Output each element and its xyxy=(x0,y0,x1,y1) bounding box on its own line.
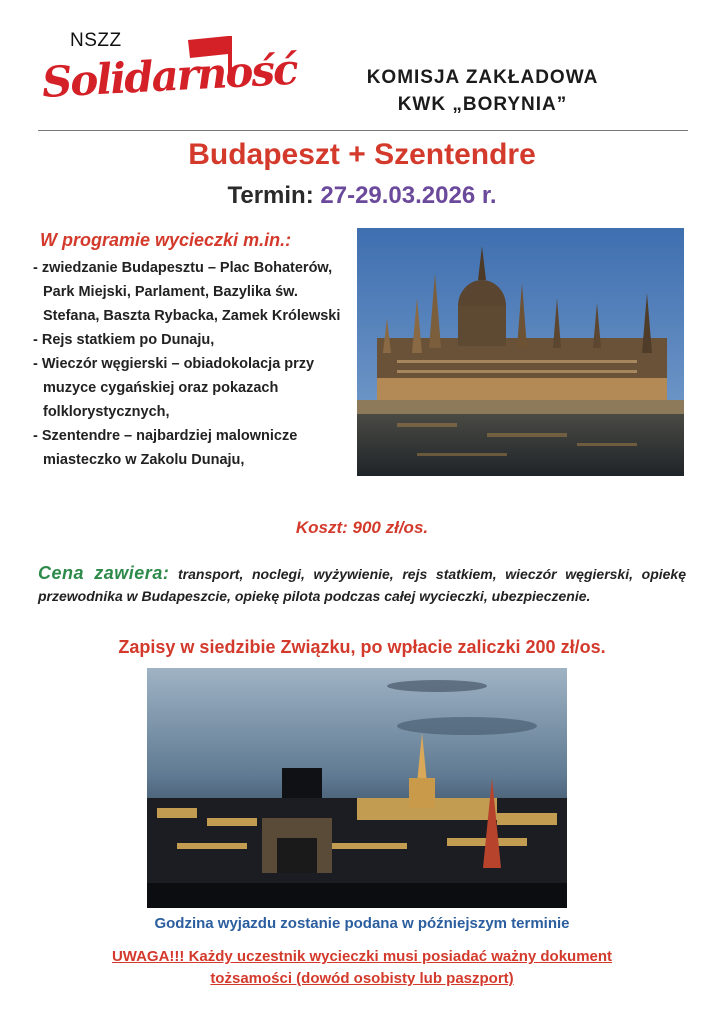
parliament-photo xyxy=(357,228,684,476)
solidarnosc-logo-text: Solidarność xyxy=(40,44,298,107)
program-list xyxy=(33,256,353,472)
program-item: - Szentendre – najbardziej malownicze miasteczko w Zakolu Dunaju, xyxy=(33,428,298,468)
id-document-warning xyxy=(60,946,664,990)
organization-line-1: KOMISJA ZAKŁADOWA xyxy=(366,67,599,88)
header-divider xyxy=(38,130,688,131)
departure-time-note: Godzina wyjazdu zostanie podana w późniejszym terminie xyxy=(154,915,570,932)
organization-line-2: KWK „BORYNIA” xyxy=(397,94,568,115)
trip-dates xyxy=(0,182,724,210)
registration-info: Zapisy w siedzibie Związku, po wpłacie zaliczki 200 zł/os. xyxy=(118,637,606,657)
price-includes-text: transport, noclegi, wyżywienie, rejs statkiem, wieczór węgierski, opiekę przewodnika w Budapeszcie, opiekę pilota podczas całej wycieczki, ubezpieczenie. xyxy=(38,566,687,604)
price-includes xyxy=(38,562,686,607)
organization-name xyxy=(330,64,635,118)
union-abbreviation: NSZZ xyxy=(70,30,122,51)
budapest-night-photo xyxy=(147,668,567,908)
program-item: - Wieczór węgierski – obiadokolacja przy muzyce cygańskiej oraz pokazach folklorystycznych, xyxy=(33,356,315,420)
price-includes-label: Cena zawiera: xyxy=(38,563,170,583)
program-heading: W programie wycieczki m.in.: xyxy=(40,230,292,250)
trip-price: Koszt: 900 zł/os. xyxy=(295,518,429,537)
warning-line-1: UWAGA!!! Każdy uczestnik wycieczki musi posiadać ważny dokument xyxy=(111,948,613,965)
dates-label: Termin: xyxy=(227,182,314,209)
warning-line-2: tożsamości (dowód osobisty lub paszport) xyxy=(210,970,514,987)
trip-title: Budapeszt + Szentendre xyxy=(188,138,536,171)
program-item: - Rejs statkiem po Dunaju, xyxy=(33,332,215,348)
dates-value: 27-29.03.2026 r. xyxy=(320,182,497,209)
program-item: - zwiedzanie Budapesztu – Plac Bohaterów, Park Miejski, Parlament, Bazylika św. Stefana, Baszta Rybacka, Zamek Królewski xyxy=(33,260,341,324)
